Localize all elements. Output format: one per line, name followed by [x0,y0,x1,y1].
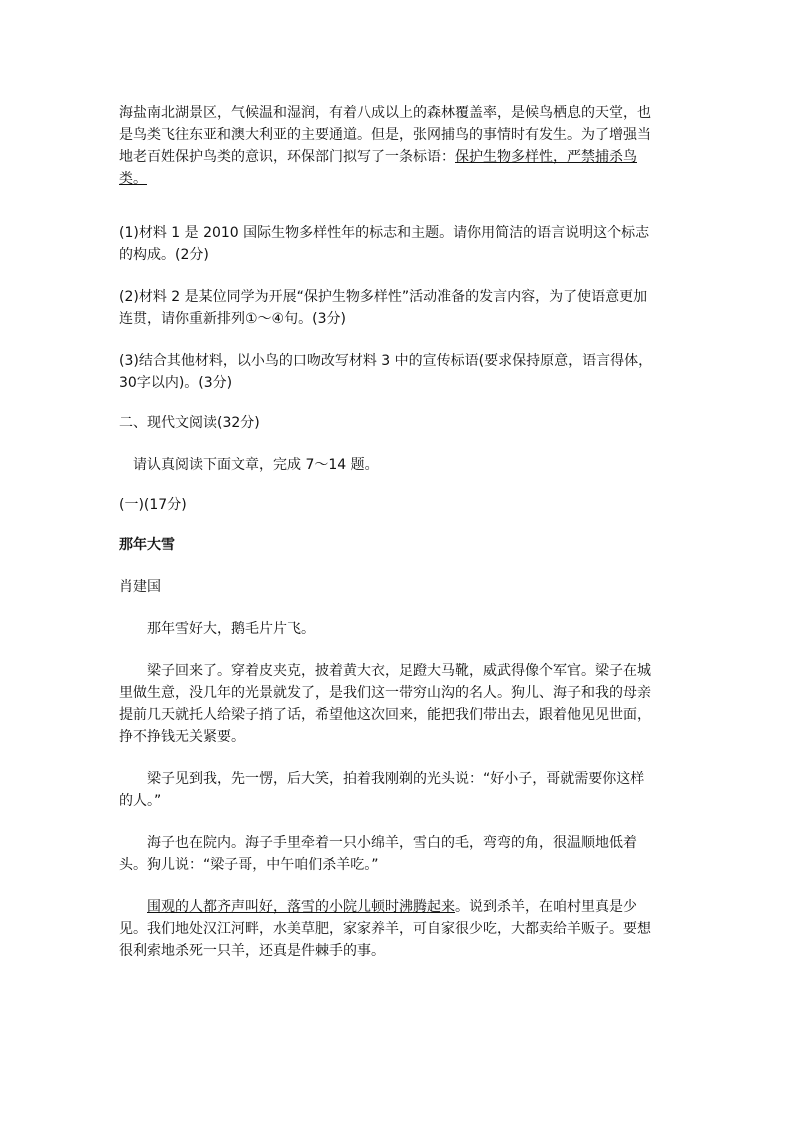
article-paragraph: 梁子回来了。穿着皮夹克，披着黄大衣，足蹬大马靴，威武得像个军官。梁子在城里做生意，没几年的光景就发了，是我们这一带穷山沟的名人。狗儿、海子和我的母亲提前几天就托人给梁子捎了话，希望他这次回来，能把我们带出去，跟着他见见世面，挣不挣钱无关紧要。 [119,663,651,745]
paragraph-rest: 。说到杀羊，在咱村里真是少见。我们地处汉江河畔，水美草肥，家家养羊，可自家很少吃，大都卖给羊贩子。要想很利索地杀死一只羊，还真是件棘手的事。 [119,899,651,959]
question-1: (1)材料 1 是 2010 国际生物多样性年的标志和主题。请你用简洁的语言说明这个标志的构成。(2分) [119,225,650,263]
material-3-text: 海盐南北湖景区，气候温和湿润，有着八成以上的森林覆盖率，是候鸟栖息的天堂，也是鸟类飞往东亚和澳大利亚的主要通道。但是，张网捕鸟的事情时有发生。为了增强当地老百姓保护鸟类的意识，环保部门拟写了一条标语： [119,105,651,165]
article-title: 那年大雪 [119,537,175,553]
underlined-sentence: 围观的人都齐声叫好，落雪的小院儿顿时沸腾起来 [147,899,455,915]
section-instruction: 请认真阅读下面文章，完成 7～14 题。 [133,457,379,473]
section-part: (一)(17分) [119,497,187,513]
article-paragraph: 梁子见到我，先一愣，后大笑，拍着我刚剃的光头说：“好小子，哥就需要你这样的人。” [119,771,645,809]
article-author: 肖建国 [119,579,161,595]
section-heading: 二、现代文阅读(32分) [119,415,260,431]
question-2: (2)材料 2 是某位同学为开展“保护生物多样性”活动准备的发言内容，为了使语意更加连贯，请你重新排列①～④句。(3分) [119,289,648,327]
question-3: (3)结合其他材料，以小鸟的口吻改写材料 3 中的宣传标语(要求保持原意，语言得体，30字以内)。(3分) [119,353,653,391]
article-paragraph: 那年雪好大，鹅毛片片飞。 [147,621,315,637]
article-paragraph [119,896,653,962]
article-paragraph: 海子也在院内。海子手里牵着一只小绵羊，雪白的毛，弯弯的角，很温顺地低着头。狗儿说：“梁子哥，中午咱们杀羊吃。” [119,835,637,873]
material-3-paragraph [119,102,653,190]
slogan: 保护生物多样性，严禁捕杀鸟类。 [119,149,637,187]
